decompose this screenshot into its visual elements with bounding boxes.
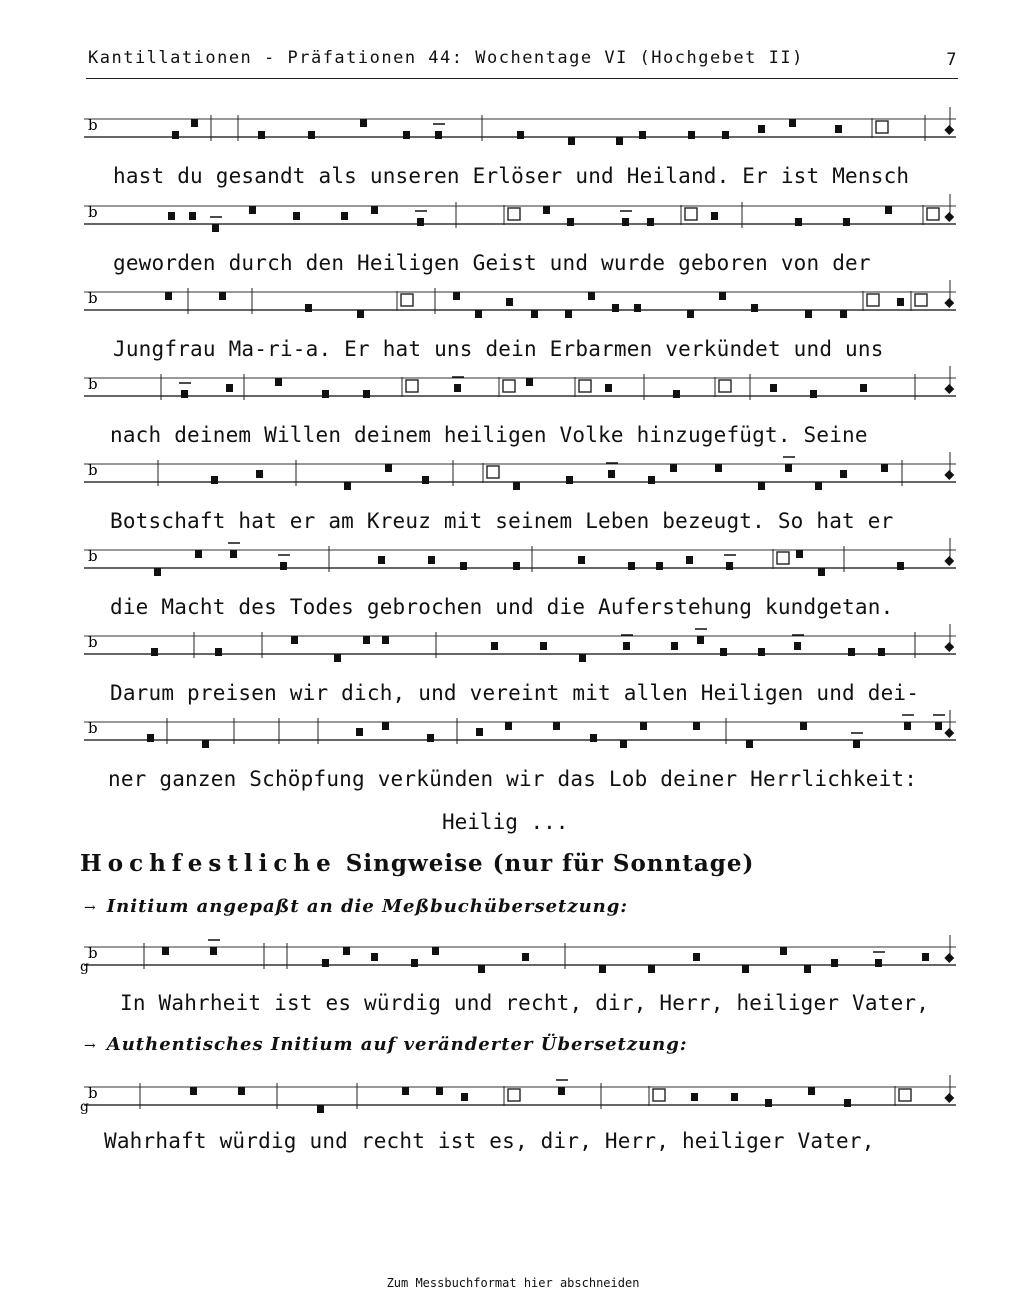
note-head	[831, 959, 838, 967]
note-head	[363, 390, 370, 398]
clef-flat-icon: b	[88, 203, 98, 221]
note-head	[356, 728, 363, 736]
note-head	[693, 953, 700, 961]
note-head	[238, 1087, 245, 1095]
note-head	[605, 384, 612, 392]
note-open	[508, 208, 520, 220]
note-head	[360, 119, 367, 127]
note-head	[371, 953, 378, 961]
lyric-line-4: nach deinem Willen deinem heiligen Volke hinzugefügt. Seine	[110, 423, 868, 447]
footer-cut-note: Zum Messbuchformat hier abschneiden	[386, 1276, 640, 1290]
note-head	[513, 482, 520, 490]
section-title-spaced: Hochfestliche	[80, 850, 337, 877]
note-head	[726, 562, 733, 570]
note-head	[878, 648, 885, 656]
note-open	[406, 380, 418, 392]
note-head	[181, 390, 188, 398]
note-head	[800, 722, 807, 730]
note-head	[647, 218, 654, 226]
note-head	[344, 482, 351, 490]
note-head	[742, 965, 749, 973]
note-head	[565, 310, 572, 318]
note-head	[789, 119, 796, 127]
note-head	[785, 464, 792, 472]
note-head	[796, 550, 803, 558]
note-head	[422, 476, 429, 484]
note-head	[848, 648, 855, 656]
note-head	[875, 959, 882, 967]
note-open	[915, 294, 927, 306]
clef-flat-icon: b	[88, 633, 98, 651]
lyric-line-5: Botschaft hat er am Kreuz mit seinem Leben bezeugt. So hat er	[110, 509, 894, 533]
note-head	[588, 292, 595, 300]
note-head	[382, 636, 389, 644]
note-head	[460, 562, 467, 570]
note-head	[506, 298, 513, 306]
note-head	[686, 556, 693, 564]
note-head	[357, 310, 364, 318]
note-head	[513, 562, 520, 570]
note-head	[291, 636, 298, 644]
note-head	[628, 562, 635, 570]
note-head	[371, 206, 378, 214]
note-head	[881, 464, 888, 472]
header-rule	[86, 78, 958, 79]
note-head	[648, 476, 655, 484]
note-head	[671, 642, 678, 650]
note-head	[897, 562, 904, 570]
note-head	[540, 642, 547, 650]
initium-1-label	[84, 896, 628, 917]
page-number: 7	[946, 50, 958, 70]
note-head	[818, 568, 825, 576]
note-head	[693, 722, 700, 730]
note-head	[935, 722, 942, 730]
note-head	[711, 212, 718, 220]
note-head	[165, 292, 172, 300]
note-head	[210, 947, 217, 955]
note-head	[612, 304, 619, 312]
note-head	[454, 384, 461, 392]
end-diamond	[944, 642, 954, 652]
end-diamond	[944, 470, 954, 480]
note-head	[531, 310, 538, 318]
note-open	[777, 552, 789, 564]
clef-flat-icon: b	[88, 1084, 98, 1102]
end-diamond	[944, 953, 954, 963]
note-head	[795, 218, 802, 226]
note-head	[688, 131, 695, 139]
note-head	[308, 131, 315, 139]
initium-2-text: Wahrhaft würdig und recht ist es, dir, Herr, heiliger Vater,	[104, 1129, 875, 1153]
note-head	[770, 384, 777, 392]
note-open	[899, 1089, 911, 1101]
clef-g-icon: g	[80, 1099, 89, 1115]
note-head	[722, 131, 729, 139]
note-head	[382, 722, 389, 730]
note-open	[867, 294, 879, 306]
note-head	[634, 304, 641, 312]
note-head	[341, 212, 348, 220]
note-head	[860, 384, 867, 392]
note-head	[402, 1087, 409, 1095]
note-head	[579, 654, 586, 662]
note-head	[844, 1099, 851, 1107]
note-head	[317, 1105, 324, 1113]
note-head	[543, 206, 550, 214]
note-open	[927, 208, 939, 220]
note-head	[885, 206, 892, 214]
arrow-icon: →	[84, 900, 97, 916]
note-head	[640, 722, 647, 730]
end-diamond	[944, 212, 954, 222]
closing-heilig: Heilig ...	[442, 810, 569, 834]
initium-2-label-text: Authentisches Initium auf veränderter Übersetzung:	[106, 1034, 688, 1055]
note-head	[751, 304, 758, 312]
note-open	[653, 1089, 665, 1101]
note-head	[567, 218, 574, 226]
end-diamond	[944, 125, 954, 135]
note-head	[558, 1087, 565, 1095]
note-head	[190, 1087, 197, 1095]
note-head	[853, 740, 860, 748]
note-head	[212, 224, 219, 232]
end-diamond	[944, 556, 954, 566]
clef-flat-icon: b	[88, 375, 98, 393]
note-head	[427, 734, 434, 742]
note-head	[258, 131, 265, 139]
note-open	[503, 380, 515, 392]
note-head	[810, 390, 817, 398]
note-head	[897, 298, 904, 306]
end-diamond	[944, 1093, 954, 1103]
note-head	[815, 482, 822, 490]
note-head	[191, 119, 198, 127]
note-head	[168, 212, 175, 220]
lyric-line-1: hast du gesandt als unseren Erlöser und Heiland. Er ist Mensch	[113, 164, 910, 188]
note-head	[616, 137, 623, 145]
note-head	[780, 947, 787, 955]
note-head	[275, 378, 282, 386]
note-head	[794, 642, 801, 650]
note-head	[475, 310, 482, 318]
note-head	[476, 728, 483, 736]
note-head	[478, 965, 485, 973]
arrow-icon: →	[84, 1038, 97, 1054]
note-head	[808, 1087, 815, 1095]
initium-1-text: In Wahrheit ist es würdig und recht, dir, Herr, heiliger Vater,	[120, 991, 930, 1015]
note-head	[147, 734, 154, 742]
note-head	[715, 464, 722, 472]
note-head	[746, 740, 753, 748]
lyric-line-3: Jungfrau Ma-ri-a. Er hat uns dein Erbarmen verkündet und uns	[113, 337, 884, 361]
clef-flat-icon: b	[88, 944, 98, 962]
note-head	[256, 470, 263, 478]
note-head	[385, 464, 392, 472]
note-open	[685, 208, 697, 220]
note-head	[417, 218, 424, 226]
end-diamond	[944, 298, 954, 308]
note-head	[363, 636, 370, 644]
note-head	[566, 476, 573, 484]
note-head	[215, 648, 222, 656]
note-head	[590, 734, 597, 742]
note-head	[403, 131, 410, 139]
note-head	[211, 476, 218, 484]
note-head	[378, 556, 385, 564]
note-head	[172, 131, 179, 139]
note-head	[491, 642, 498, 650]
note-head	[843, 218, 850, 226]
note-head	[334, 654, 341, 662]
note-head	[526, 378, 533, 386]
note-head	[805, 310, 812, 318]
note-open	[579, 380, 591, 392]
note-head	[720, 648, 727, 656]
note-head	[804, 965, 811, 973]
note-head	[648, 965, 655, 973]
lyric-line-2: geworden durch den Heiligen Geist und wurde geboren von der	[113, 251, 871, 275]
clef-flat-icon: b	[88, 547, 98, 565]
note-head	[461, 1093, 468, 1101]
note-head	[151, 648, 158, 656]
lyric-line-6: die Macht des Todes gebrochen und die Auferstehung kundgetan.	[110, 595, 894, 619]
note-head	[670, 464, 677, 472]
note-head	[453, 292, 460, 300]
note-head	[249, 206, 256, 214]
note-head	[758, 125, 765, 133]
clef-flat-icon: b	[88, 719, 98, 737]
note-head	[765, 1099, 772, 1107]
note-head	[608, 470, 615, 478]
note-head	[195, 550, 202, 558]
note-head	[731, 1093, 738, 1101]
note-head	[620, 740, 627, 748]
note-head	[719, 292, 726, 300]
note-head	[835, 125, 842, 133]
note-head	[673, 390, 680, 398]
note-head	[435, 131, 442, 139]
initium-1-label-text: Initium angepaßt an die Meßbuchübersetzung:	[106, 896, 628, 917]
end-diamond	[944, 384, 954, 394]
note-head	[758, 648, 765, 656]
header-title: Kantillationen - Präfationen 44: Wochentage VI (Hochgebet II)	[88, 48, 804, 68]
note-head	[840, 310, 847, 318]
note-open	[876, 121, 888, 133]
end-diamond	[944, 728, 954, 738]
note-head	[639, 131, 646, 139]
note-head	[522, 953, 529, 961]
note-head	[758, 482, 765, 490]
note-head	[568, 137, 575, 145]
note-head	[293, 212, 300, 220]
note-head	[322, 959, 329, 967]
note-open	[508, 1089, 520, 1101]
note-head	[904, 722, 911, 730]
note-head	[189, 212, 196, 220]
note-head	[219, 292, 226, 300]
note-head	[922, 953, 929, 961]
note-head	[553, 722, 560, 730]
note-head	[436, 1087, 443, 1095]
clef-g-icon: g	[80, 959, 89, 975]
note-head	[411, 959, 418, 967]
note-head	[230, 550, 237, 558]
lyric-line-7: Darum preisen wir dich, und vereint mit allen Heiligen und dei-	[110, 681, 920, 705]
clef-flat-icon: b	[88, 116, 98, 134]
note-open	[719, 380, 731, 392]
note-head	[305, 304, 312, 312]
lyric-line-8: ner ganzen Schöpfung verkünden wir das Lob deiner Herrlichkeit:	[108, 767, 918, 791]
initium-2-label	[84, 1034, 688, 1055]
note-head	[656, 562, 663, 570]
note-head	[622, 218, 629, 226]
note-head	[162, 947, 169, 955]
note-head	[599, 965, 606, 973]
note-head	[428, 556, 435, 564]
note-head	[578, 556, 585, 564]
section-title-rest: Singweise (nur für Sonntage)	[345, 850, 755, 877]
note-head	[322, 390, 329, 398]
note-head	[343, 947, 350, 955]
note-head	[687, 310, 694, 318]
note-head	[280, 562, 287, 570]
note-open	[401, 294, 413, 306]
section-title	[80, 850, 754, 877]
running-header	[88, 48, 958, 74]
note-head	[202, 740, 209, 748]
note-head	[691, 1093, 698, 1101]
note-head	[505, 722, 512, 730]
clef-flat-icon: b	[88, 289, 98, 307]
clef-flat-icon: b	[88, 461, 98, 479]
note-head	[226, 384, 233, 392]
note-head	[623, 642, 630, 650]
note-head	[840, 470, 847, 478]
note-open	[487, 466, 499, 478]
note-head	[697, 636, 704, 644]
note-head	[154, 568, 161, 576]
note-head	[432, 947, 439, 955]
note-head	[517, 131, 524, 139]
